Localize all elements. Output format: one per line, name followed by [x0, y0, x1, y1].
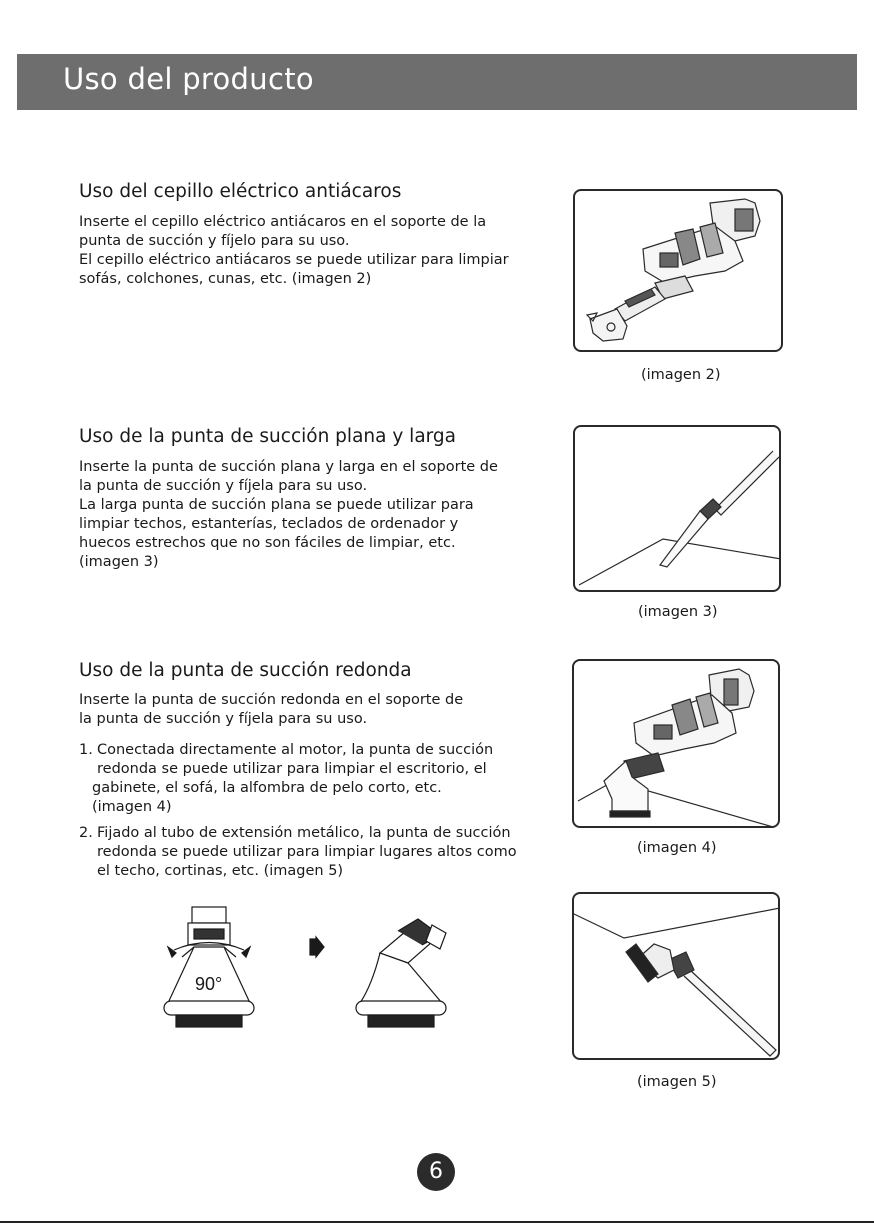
text-line: la punta de succión y fíjela para su uso. [79, 711, 368, 727]
section-text-anti-mite-brush [79, 213, 509, 289]
text-line: sofás, colchones, cunas, etc. (imagen 2) [79, 271, 372, 287]
text-line: Inserte la punta de succión redonda en el soporte de [79, 692, 464, 708]
text-line: (imagen 4) [92, 799, 172, 815]
caption-imagen-4: (imagen 4) [637, 840, 717, 856]
section-text-round-nozzle [79, 691, 463, 729]
text-line: La larga punta de succión plana se puede utilizar para [79, 497, 474, 513]
round-nozzle-on-tube-illustration [574, 894, 778, 1058]
section-title-flat-long-nozzle: Uso de la punta de succión plana y larga [79, 426, 457, 447]
vacuum-with-round-nozzle-illustration [574, 661, 778, 826]
text-line: huecos estrechos que no son fáciles de limpiar, etc. [79, 535, 456, 551]
figure-imagen-2 [573, 189, 783, 352]
list-number: 1. [79, 742, 93, 758]
section-text-flat-long-nozzle [79, 458, 498, 572]
text-line: Inserte el cepillo eléctrico antiácaros en el soporte de la [79, 214, 487, 230]
text-line: limpiar techos, estanterías, teclados de ordenador y [79, 516, 459, 532]
text-line: Inserte la punta de succión plana y larga en el soporte de [79, 459, 498, 475]
caption-imagen-2: (imagen 2) [641, 367, 721, 383]
section-title-round-nozzle: Uso de la punta de succión redonda [79, 660, 412, 681]
text-line: punta de succión y fíjelo para su uso. [79, 233, 350, 249]
angle-label: 90° [195, 974, 223, 994]
figure-imagen-3 [573, 425, 781, 592]
page-header [17, 54, 857, 110]
text-line: redonda se puede utilizar para limpiar lugares altos como [97, 844, 517, 860]
section-title-anti-mite-brush: Uso del cepillo eléctrico antiácaros [79, 181, 402, 202]
text-line: gabinete, el sofá, la alfombra de pelo corto, etc. [92, 780, 442, 796]
caption-imagen-5: (imagen 5) [637, 1074, 717, 1090]
text-line: El cepillo eléctrico antiácaros se puede utilizar para limpiar [79, 252, 509, 268]
figure-imagen-4 [572, 659, 780, 828]
page-title: Uso del producto [63, 62, 314, 96]
text-line: Fijado al tubo de extensión metálico, la punta de succión [97, 825, 511, 841]
flat-nozzle-illustration [575, 427, 779, 590]
text-line: la punta de succión y fíjela para su uso. [79, 478, 368, 494]
list-item-2 [79, 824, 517, 881]
page-number-badge: 6 [417, 1153, 455, 1191]
text-line: Conectada directamente al motor, la punta de succión [97, 742, 494, 758]
text-line: (imagen 3) [79, 554, 159, 570]
text-line: redonda se puede utilizar para limpiar el escritorio, el [97, 761, 487, 777]
text-line: el techo, cortinas, etc. (imagen 5) [97, 863, 344, 879]
list-number: 2. [79, 825, 93, 841]
caption-imagen-3: (imagen 3) [638, 604, 718, 620]
list-item-1 [79, 741, 493, 817]
footer-divider [0, 1221, 874, 1223]
vacuum-with-brush-illustration [575, 191, 781, 350]
figure-imagen-5 [572, 892, 780, 1060]
nozzle-rotation-diagram [150, 905, 450, 1045]
